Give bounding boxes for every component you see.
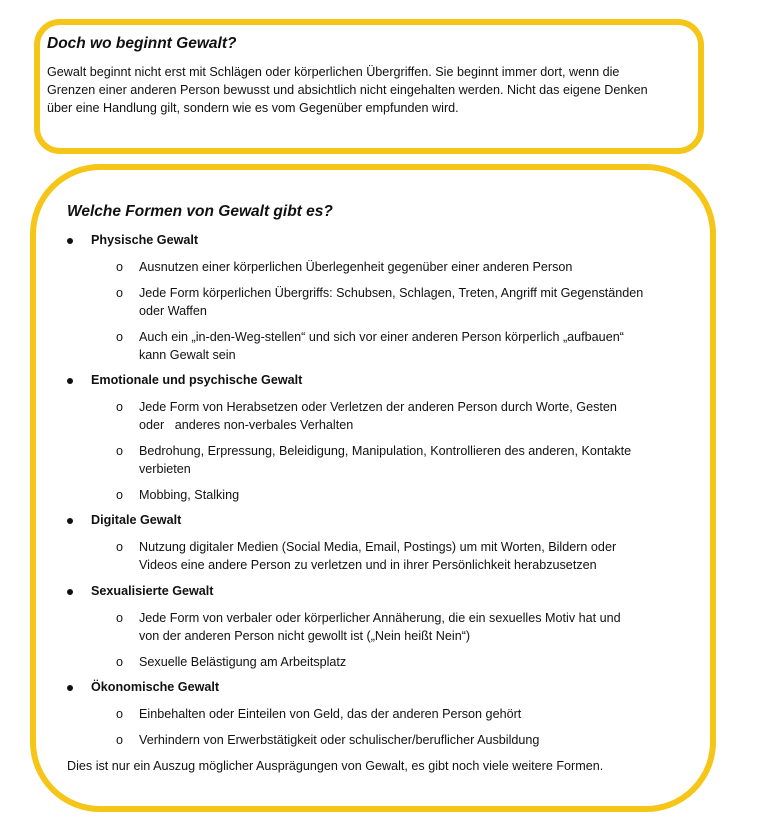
bullet-icon: [67, 518, 73, 524]
category-physische-gewalt: Physische Gewalt: [91, 233, 199, 247]
list-item-line: Mobbing, Stalking: [139, 488, 240, 502]
bullet-icon: [67, 589, 73, 595]
list-item-line: verbieten: [139, 462, 191, 476]
bullet-icon: [67, 378, 73, 384]
category-oekonomische-gewalt: Ökonomische Gewalt: [91, 680, 220, 694]
sub-bullet-icon: o: [116, 330, 124, 344]
list-item-line: Einbehalten oder Einteilen von Geld, das der anderen Person gehört: [139, 707, 522, 721]
list-item: [139, 442, 699, 478]
list-item: [139, 705, 699, 723]
list-item-line: von der anderen Person nicht gewollt ist („Nein heißt Nein“): [139, 629, 471, 643]
sub-bullet-icon: o: [116, 611, 124, 625]
intro-title: Doch wo beginnt Gewalt?: [47, 35, 237, 52]
list-item-line: Verhindern von Erwerbstätigkeit oder schulischer/beruflicher Ausbildung: [139, 733, 540, 747]
sub-bullet-icon: o: [116, 260, 124, 274]
list-item-line: Bedrohung, Erpressung, Beleidigung, Manipulation, Kontrollieren des anderen, Kontakte: [139, 444, 632, 458]
category-sexualisierte-gewalt: Sexualisierte Gewalt: [91, 584, 214, 598]
list-item: [139, 258, 699, 276]
bullet-icon: [67, 685, 73, 691]
list-item-line: Auch ein „in-den-Weg-stellen“ und sich vor einer anderen Person körperlich „aufbauen“: [139, 330, 624, 344]
list-item-line: Ausnutzen einer körperlichen Überlegenheit gegenüber einer anderen Person: [139, 260, 573, 274]
list-item-line: oder Waffen: [139, 304, 207, 318]
list-item-line: Videos eine andere Person zu verletzen und in ihrer Persönlichkeit herabzusetzen: [139, 558, 597, 572]
list-item: [139, 284, 699, 320]
list-item-line: kann Gewalt sein: [139, 348, 236, 362]
sub-bullet-icon: o: [116, 286, 124, 300]
sub-bullet-icon: o: [116, 444, 124, 458]
list-item-line: Sexuelle Belästigung am Arbeitsplatz: [139, 655, 347, 669]
list-item-line: Jede Form von Herabsetzen oder Verletzen der anderen Person durch Worte, Gesten: [139, 400, 617, 414]
list-item: [139, 398, 699, 434]
list-item: [139, 731, 699, 749]
sub-bullet-icon: o: [116, 655, 124, 669]
list-item: [139, 538, 699, 574]
bullet-icon: [67, 238, 73, 244]
list-item: [139, 653, 699, 671]
list-item-line: Jede Form von verbaler oder körperlicher Annäherung, die ein sexuelles Motiv hat und: [139, 611, 621, 625]
intro-text-line-3: über eine Handlung gilt, sondern wie es vom Gegenüber empfunden wird.: [47, 101, 459, 115]
intro-text-line-1: Gewalt beginnt nicht erst mit Schlägen oder körperlichen Übergriffen. Sie beginnt immer dort, wenn die: [47, 65, 620, 79]
sub-bullet-icon: o: [116, 733, 124, 747]
sub-bullet-icon: o: [116, 400, 124, 414]
list-item-line: oder anderes non-verbales Verhalten: [139, 418, 354, 432]
list-item-line: Jede Form körperlichen Übergriffs: Schubsen, Schlagen, Treten, Angriff mit Gegenständen: [139, 286, 644, 300]
category-digitale-gewalt: Digitale Gewalt: [91, 513, 182, 527]
sub-bullet-icon: o: [116, 540, 124, 554]
forms-title: Welche Formen von Gewalt gibt es?: [67, 203, 333, 220]
sub-bullet-icon: o: [116, 707, 124, 721]
list-item: [139, 609, 699, 645]
sub-bullet-icon: o: [116, 488, 124, 502]
intro-text-line-2: Grenzen einer anderen Person bewusst und absichtlich nicht eingehalten werden. Nicht das eigene Denken: [47, 83, 648, 97]
forms-footer-text: Dies ist nur ein Auszug möglicher Ausprägungen von Gewalt, es gibt noch viele weitere Formen.: [67, 759, 604, 773]
category-emotionale-gewalt: Emotionale und psychische Gewalt: [91, 373, 303, 387]
list-item: [139, 486, 699, 504]
list-item: [139, 328, 699, 364]
list-item-line: Nutzung digitaler Medien (Social Media, Email, Postings) um mit Worten, Bildern oder: [139, 540, 617, 554]
